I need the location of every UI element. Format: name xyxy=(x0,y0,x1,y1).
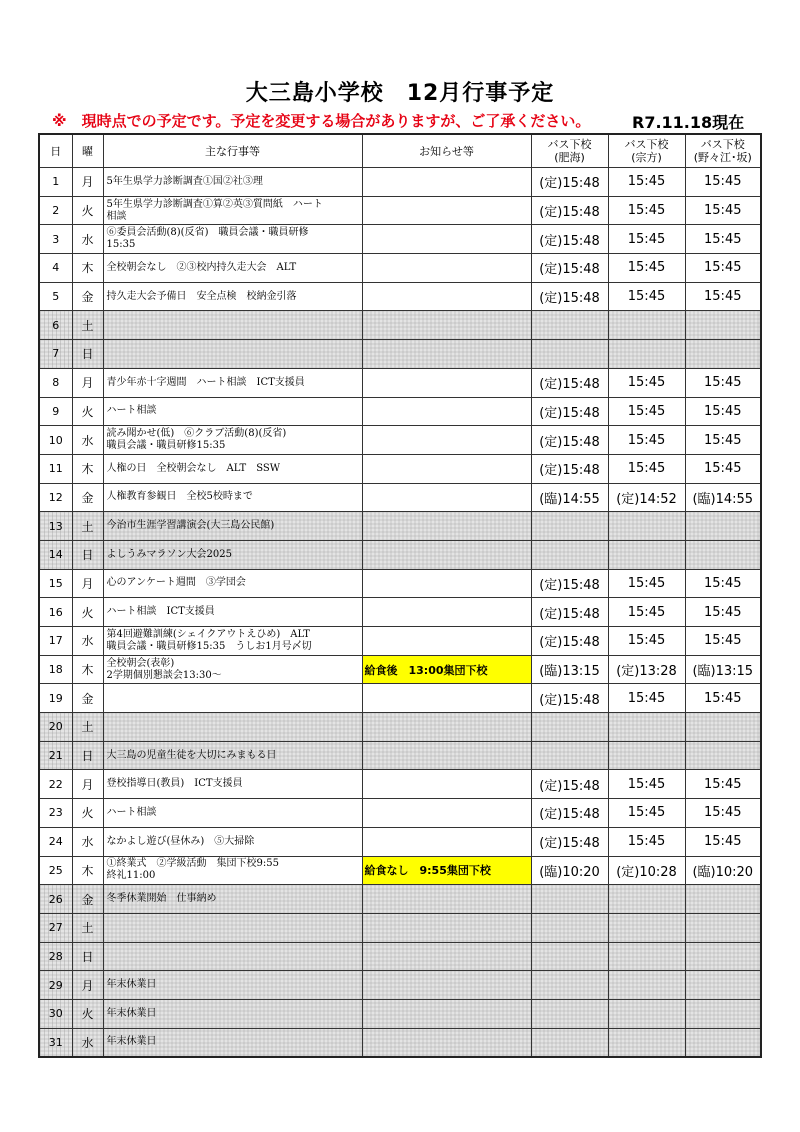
bus-hikai-cell: (定)15:48 xyxy=(531,368,608,397)
weekday-cell: 土 xyxy=(72,913,103,942)
bus-nonoe-cell xyxy=(685,340,761,369)
bus-munakata-cell: 15:45 xyxy=(608,684,685,713)
bus-munakata-cell: 15:45 xyxy=(608,168,685,197)
table-row xyxy=(39,827,761,856)
bus-nonoe-cell: (臨)10:20 xyxy=(685,856,761,885)
events-cell xyxy=(103,913,362,942)
table-row xyxy=(39,454,761,483)
bus-munakata-cell xyxy=(608,741,685,770)
bus-nonoe-cell xyxy=(685,713,761,742)
events-cell xyxy=(103,397,362,426)
bus-hikai-cell xyxy=(531,885,608,914)
bus-nonoe-cell xyxy=(685,999,761,1028)
event-line: 職員会議・職員研修15:35 xyxy=(106,440,226,452)
page-title: 大三島小学校 12月行事予定 xyxy=(245,81,555,106)
bus-munakata-cell: 15:45 xyxy=(608,196,685,225)
events-cell xyxy=(103,741,362,770)
bus-nonoe-cell: 15:45 xyxy=(685,168,761,197)
notice-cell xyxy=(362,340,531,369)
event-line: 15:35 xyxy=(106,239,136,251)
header-events: 主な行事等 xyxy=(103,134,362,168)
weekday-cell: 金 xyxy=(72,483,103,512)
weekday-cell: 火 xyxy=(72,999,103,1028)
weekday-cell: 月 xyxy=(72,168,103,197)
event-line: 人権教育参観日 全校5校時まで xyxy=(106,491,253,503)
bus-munakata-cell xyxy=(608,885,685,914)
events-cell xyxy=(103,655,362,684)
header-bus-label: バス下校 xyxy=(700,138,745,151)
bus-munakata-cell: (定)10:28 xyxy=(608,856,685,885)
table-row xyxy=(39,655,761,684)
event-line: 相談 xyxy=(106,210,127,222)
notice-cell xyxy=(362,483,531,512)
notice-cell xyxy=(362,1028,531,1057)
day-cell: 19 xyxy=(39,684,72,713)
weekday-cell: 火 xyxy=(72,196,103,225)
bus-nonoe-cell: (臨)13:15 xyxy=(685,655,761,684)
weekday-cell: 水 xyxy=(72,827,103,856)
table-row xyxy=(39,569,761,598)
events-cell xyxy=(103,282,362,311)
bus-nonoe-cell: 15:45 xyxy=(685,368,761,397)
bus-hikai-cell xyxy=(531,999,608,1028)
table-row xyxy=(39,225,761,254)
table-row xyxy=(39,713,761,742)
day-cell: 4 xyxy=(39,254,72,283)
weekday-cell: 土 xyxy=(72,311,103,340)
table-row xyxy=(39,971,761,1000)
bus-hikai-cell: (定)15:48 xyxy=(531,196,608,225)
bus-munakata-cell xyxy=(608,913,685,942)
notice-cell xyxy=(362,196,531,225)
events-cell xyxy=(103,196,362,225)
header-bus-area: (肥海) xyxy=(554,151,585,164)
table-row xyxy=(39,913,761,942)
event-line: 年末休業日 xyxy=(106,1007,157,1019)
bus-munakata-cell xyxy=(608,971,685,1000)
table-row xyxy=(39,512,761,541)
notice-cell xyxy=(362,512,531,541)
bus-munakata-cell: 15:45 xyxy=(608,569,685,598)
weekday-cell: 日 xyxy=(72,540,103,569)
table-row xyxy=(39,942,761,971)
header-day: 日 xyxy=(39,134,72,168)
bus-hikai-cell xyxy=(531,512,608,541)
event-line: 読み聞かせ(低) ⑥クラブ活動(8)(反省) xyxy=(106,428,287,440)
bus-nonoe-cell: 15:45 xyxy=(685,827,761,856)
event-line: 第4回避難訓練(シェイクアウトえひめ) ALT xyxy=(106,628,310,640)
bus-munakata-cell: 15:45 xyxy=(608,368,685,397)
weekday-cell: 日 xyxy=(72,741,103,770)
bus-nonoe-cell xyxy=(685,540,761,569)
day-cell: 1 xyxy=(39,168,72,197)
day-cell: 23 xyxy=(39,799,72,828)
weekday-cell: 日 xyxy=(72,340,103,369)
weekday-cell: 日 xyxy=(72,942,103,971)
notice-cell xyxy=(362,282,531,311)
bus-hikai-cell xyxy=(531,971,608,1000)
notice-cell: 給食後 13:00集団下校 xyxy=(362,655,531,684)
bus-nonoe-cell: 15:45 xyxy=(685,684,761,713)
notice-cell xyxy=(362,885,531,914)
table-row xyxy=(39,598,761,627)
notice-cell xyxy=(362,254,531,283)
day-cell: 12 xyxy=(39,483,72,512)
bus-nonoe-cell: 15:45 xyxy=(685,282,761,311)
bus-hikai-cell: (定)15:48 xyxy=(531,282,608,311)
day-cell: 31 xyxy=(39,1028,72,1057)
events-cell xyxy=(103,713,362,742)
table-row xyxy=(39,196,761,225)
day-cell: 25 xyxy=(39,856,72,885)
events-cell xyxy=(103,827,362,856)
bus-hikai-cell xyxy=(531,913,608,942)
bus-nonoe-cell xyxy=(685,512,761,541)
header-bus-hikai xyxy=(531,134,608,168)
weekday-cell: 水 xyxy=(72,1028,103,1057)
table-header-row xyxy=(39,134,761,168)
bus-nonoe-cell: 15:45 xyxy=(685,426,761,455)
bus-nonoe-cell: 15:45 xyxy=(685,799,761,828)
table-row xyxy=(39,770,761,799)
event-line: 冬季休業開始 仕事納め xyxy=(106,893,217,905)
notice-cell xyxy=(362,598,531,627)
bus-hikai-cell xyxy=(531,540,608,569)
bus-munakata-cell xyxy=(608,540,685,569)
weekday-cell: 月 xyxy=(72,971,103,1000)
event-line: 全校朝会なし ②③校内持久走大会 ALT xyxy=(106,261,297,273)
header-bus-label: バス下校 xyxy=(624,138,669,151)
day-cell: 7 xyxy=(39,340,72,369)
events-cell xyxy=(103,1028,362,1057)
day-cell: 9 xyxy=(39,397,72,426)
bus-hikai-cell xyxy=(531,1028,608,1057)
day-cell: 6 xyxy=(39,311,72,340)
events-cell xyxy=(103,885,362,914)
table-row xyxy=(39,741,761,770)
notice-cell xyxy=(362,627,531,656)
event-line: 年末休業日 xyxy=(106,979,157,991)
weekday-cell: 金 xyxy=(72,684,103,713)
events-cell xyxy=(103,426,362,455)
notice-cell xyxy=(362,225,531,254)
notice-cell xyxy=(362,799,531,828)
day-cell: 5 xyxy=(39,282,72,311)
event-line: なかよし遊び(昼休み) ⑤大掃除 xyxy=(106,835,255,847)
bus-nonoe-cell xyxy=(685,942,761,971)
bus-nonoe-cell: 15:45 xyxy=(685,598,761,627)
event-line: 終礼11:00 xyxy=(106,870,156,882)
bus-munakata-cell: 15:45 xyxy=(608,397,685,426)
table-row xyxy=(39,684,761,713)
header-bus-area: (野々江･坂) xyxy=(693,151,752,164)
as-of-date: R7.11.18現在 xyxy=(632,113,745,132)
day-cell: 17 xyxy=(39,627,72,656)
events-cell xyxy=(103,856,362,885)
bus-nonoe-cell: 15:45 xyxy=(685,196,761,225)
table-row xyxy=(39,368,761,397)
bus-nonoe-cell: 15:45 xyxy=(685,397,761,426)
events-cell xyxy=(103,254,362,283)
header-weekday: 曜 xyxy=(72,134,103,168)
weekday-cell: 月 xyxy=(72,368,103,397)
bus-nonoe-cell xyxy=(685,1028,761,1057)
event-line: ⑥委員会活動(8)(反省) 職員会議・職員研修 xyxy=(106,227,309,239)
bus-munakata-cell: 15:45 xyxy=(608,627,685,656)
table-row xyxy=(39,627,761,656)
table-row xyxy=(39,856,761,885)
event-line: 青少年赤十字週間 ハート相談 ICT支援員 xyxy=(106,376,305,388)
bus-hikai-cell: (定)15:48 xyxy=(531,684,608,713)
events-cell xyxy=(103,569,362,598)
weekday-cell: 木 xyxy=(72,254,103,283)
bus-nonoe-cell: 15:45 xyxy=(685,627,761,656)
events-cell xyxy=(103,942,362,971)
bus-hikai-cell: (定)15:48 xyxy=(531,569,608,598)
bus-munakata-cell: 15:45 xyxy=(608,282,685,311)
notice-cell xyxy=(362,454,531,483)
day-cell: 30 xyxy=(39,999,72,1028)
bus-hikai-cell: (定)15:48 xyxy=(531,598,608,627)
bus-hikai-cell: (臨)10:20 xyxy=(531,856,608,885)
events-cell xyxy=(103,770,362,799)
bus-munakata-cell: 15:45 xyxy=(608,225,685,254)
bus-nonoe-cell: 15:45 xyxy=(685,569,761,598)
notice-cell xyxy=(362,827,531,856)
event-line: ①終業式 ②学級活動 集団下校9:55 xyxy=(106,858,279,870)
bus-hikai-cell xyxy=(531,942,608,971)
day-cell: 27 xyxy=(39,913,72,942)
bus-hikai-cell xyxy=(531,713,608,742)
events-cell xyxy=(103,311,362,340)
notice-cell xyxy=(362,999,531,1028)
events-cell xyxy=(103,540,362,569)
bus-munakata-cell: 15:45 xyxy=(608,598,685,627)
table-row xyxy=(39,540,761,569)
notice-cell xyxy=(362,569,531,598)
bus-hikai-cell xyxy=(531,311,608,340)
table-row xyxy=(39,397,761,426)
day-cell: 11 xyxy=(39,454,72,483)
notice-cell xyxy=(362,942,531,971)
bus-munakata-cell xyxy=(608,713,685,742)
event-line: 2学期個別懇談会13:30～ xyxy=(106,669,222,681)
table-row xyxy=(39,885,761,914)
events-cell xyxy=(103,799,362,828)
event-line: ハート相談 xyxy=(106,806,157,818)
weekday-cell: 火 xyxy=(72,598,103,627)
bus-hikai-cell: (定)15:48 xyxy=(531,770,608,799)
day-cell: 28 xyxy=(39,942,72,971)
bus-hikai-cell: (定)15:48 xyxy=(531,397,608,426)
table-row xyxy=(39,483,761,512)
bus-nonoe-cell: 15:45 xyxy=(685,254,761,283)
events-cell xyxy=(103,999,362,1028)
notice-cell xyxy=(362,971,531,1000)
bus-munakata-cell xyxy=(608,999,685,1028)
weekday-cell: 火 xyxy=(72,397,103,426)
event-line: 職員会議・職員研修15:35 うしお1月号〆切 xyxy=(106,640,312,652)
bus-munakata-cell: 15:45 xyxy=(608,827,685,856)
weekday-cell: 木 xyxy=(72,454,103,483)
table-row xyxy=(39,168,761,197)
table-row xyxy=(39,282,761,311)
bus-nonoe-cell xyxy=(685,741,761,770)
event-line: 全校朝会(表彰) xyxy=(106,657,175,669)
notice-cell xyxy=(362,368,531,397)
notice-cell xyxy=(362,684,531,713)
header-bus-area: (宗方) xyxy=(631,151,662,164)
bus-munakata-cell: 15:45 xyxy=(608,770,685,799)
bus-munakata-cell: 15:45 xyxy=(608,426,685,455)
bus-nonoe-cell xyxy=(685,971,761,1000)
weekday-cell: 金 xyxy=(72,282,103,311)
events-cell xyxy=(103,340,362,369)
day-cell: 26 xyxy=(39,885,72,914)
events-cell xyxy=(103,483,362,512)
bus-hikai-cell: (臨)14:55 xyxy=(531,483,608,512)
table-row xyxy=(39,799,761,828)
day-cell: 8 xyxy=(39,368,72,397)
bus-munakata-cell: (定)14:52 xyxy=(608,483,685,512)
table-row xyxy=(39,254,761,283)
bus-munakata-cell: 15:45 xyxy=(608,799,685,828)
day-cell: 10 xyxy=(39,426,72,455)
bus-munakata-cell xyxy=(608,311,685,340)
bus-nonoe-cell: 15:45 xyxy=(685,225,761,254)
event-line: 大三島の児童生徒を大切にみまもる日 xyxy=(106,749,277,761)
day-cell: 22 xyxy=(39,770,72,799)
bus-hikai-cell: (定)15:48 xyxy=(531,254,608,283)
notice-cell xyxy=(362,770,531,799)
bus-munakata-cell: 15:45 xyxy=(608,454,685,483)
events-cell xyxy=(103,225,362,254)
event-line: 人権の日 全校朝会なし ALT SSW xyxy=(106,462,281,474)
header-notices: お知らせ等 xyxy=(362,134,531,168)
day-cell: 3 xyxy=(39,225,72,254)
day-cell: 16 xyxy=(39,598,72,627)
weekday-cell: 水 xyxy=(72,627,103,656)
weekday-cell: 金 xyxy=(72,885,103,914)
event-line: ハート相談 xyxy=(106,405,157,417)
bus-munakata-cell xyxy=(608,512,685,541)
notice-cell: 給食なし 9:55集団下校 xyxy=(362,856,531,885)
bus-nonoe-cell xyxy=(685,913,761,942)
bus-nonoe-cell: (臨)14:55 xyxy=(685,483,761,512)
bus-nonoe-cell xyxy=(685,311,761,340)
event-line: 今治市生涯学習講演会(大三島公民館) xyxy=(106,520,275,532)
event-line: 5年生県学力診断調査①算②英③質問紙 ハート xyxy=(106,198,323,210)
bus-hikai-cell: (定)15:48 xyxy=(531,168,608,197)
day-cell: 18 xyxy=(39,655,72,684)
day-cell: 13 xyxy=(39,512,72,541)
bus-nonoe-cell: 15:45 xyxy=(685,770,761,799)
events-cell xyxy=(103,971,362,1000)
day-cell: 29 xyxy=(39,971,72,1000)
events-cell xyxy=(103,454,362,483)
notice-cell xyxy=(362,311,531,340)
events-cell xyxy=(103,627,362,656)
weekday-cell: 木 xyxy=(72,655,103,684)
event-line: 登校指導日(教員) ICT支援員 xyxy=(106,778,243,790)
notice-cell xyxy=(362,168,531,197)
bus-munakata-cell xyxy=(608,942,685,971)
bus-munakata-cell: (定)13:28 xyxy=(608,655,685,684)
notice-cell xyxy=(362,426,531,455)
bus-nonoe-cell: 15:45 xyxy=(685,454,761,483)
bus-munakata-cell: 15:45 xyxy=(608,254,685,283)
bus-nonoe-cell xyxy=(685,885,761,914)
notice-cell xyxy=(362,540,531,569)
header-bus-nonoe xyxy=(685,134,761,168)
notice-cell xyxy=(362,741,531,770)
day-cell: 21 xyxy=(39,741,72,770)
events-cell xyxy=(103,598,362,627)
day-cell: 20 xyxy=(39,713,72,742)
day-cell: 14 xyxy=(39,540,72,569)
weekday-cell: 木 xyxy=(72,856,103,885)
notice-cell xyxy=(362,397,531,426)
table-row xyxy=(39,1028,761,1057)
notice-cell xyxy=(362,713,531,742)
weekday-cell: 月 xyxy=(72,770,103,799)
bus-hikai-cell: (定)15:48 xyxy=(531,627,608,656)
notice-cell xyxy=(362,913,531,942)
day-cell: 15 xyxy=(39,569,72,598)
events-cell xyxy=(103,168,362,197)
notice-text: ※ 現時点での予定です。予定を変更する場合がありますが、ご了承ください。 xyxy=(52,112,591,130)
bus-hikai-cell: (定)15:48 xyxy=(531,225,608,254)
table-row xyxy=(39,999,761,1028)
bus-hikai-cell xyxy=(531,741,608,770)
weekday-cell: 水 xyxy=(72,426,103,455)
event-line: 5年生県学力診断調査①国②社③理 xyxy=(106,175,263,187)
event-line: 年末休業日 xyxy=(106,1036,157,1048)
events-cell xyxy=(103,368,362,397)
weekday-cell: 土 xyxy=(72,512,103,541)
events-cell xyxy=(103,512,362,541)
table-row xyxy=(39,426,761,455)
event-line: 持久走大会予備日 安全点検 校納金引落 xyxy=(106,290,297,302)
header-bus-label: バス下校 xyxy=(547,138,592,151)
weekday-cell: 水 xyxy=(72,225,103,254)
weekday-cell: 土 xyxy=(72,713,103,742)
weekday-cell: 月 xyxy=(72,569,103,598)
bus-hikai-cell: (定)15:48 xyxy=(531,827,608,856)
bus-munakata-cell xyxy=(608,1028,685,1057)
table-row xyxy=(39,340,761,369)
bus-hikai-cell: (定)15:48 xyxy=(531,799,608,828)
bus-hikai-cell: (定)15:48 xyxy=(531,454,608,483)
event-line: ハート相談 ICT支援員 xyxy=(106,606,215,618)
bus-hikai-cell xyxy=(531,340,608,369)
table-row xyxy=(39,311,761,340)
schedule-table xyxy=(38,133,762,1058)
header-bus-munakata xyxy=(608,134,685,168)
weekday-cell: 火 xyxy=(72,799,103,828)
bus-munakata-cell xyxy=(608,340,685,369)
day-cell: 2 xyxy=(39,196,72,225)
event-line: 心のアンケート週間 ③学団会 xyxy=(106,577,246,589)
events-cell xyxy=(103,684,362,713)
event-line: よしうみマラソン大会2025 xyxy=(106,548,232,560)
bus-hikai-cell: (定)15:48 xyxy=(531,426,608,455)
day-cell: 24 xyxy=(39,827,72,856)
bus-hikai-cell: (臨)13:15 xyxy=(531,655,608,684)
